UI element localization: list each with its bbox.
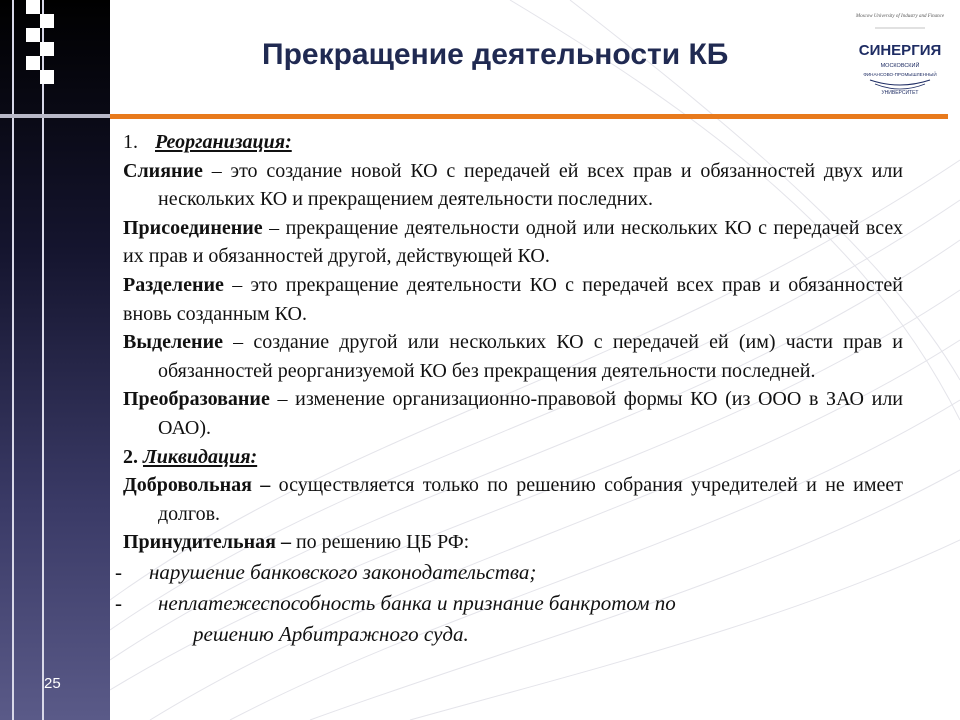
term-accession: Присоединение <box>123 216 263 239</box>
definition-forced <box>123 528 903 557</box>
sidebar-line <box>42 0 44 720</box>
section2-title: Ликвидация: <box>143 445 258 468</box>
bullet-text: нарушение банковского законодательства; <box>149 559 537 584</box>
definition-transformation <box>123 385 903 442</box>
sidebar-square <box>40 14 54 28</box>
sidebar-square <box>40 70 54 84</box>
bullet-text: решению Арбитражного суда. <box>193 621 469 646</box>
text-voluntary: осуществляется только по решению собрания учредителей и не имеет долгов. <box>158 474 903 525</box>
section1-number: 1. <box>123 131 138 153</box>
synergy-logo <box>855 8 945 103</box>
section1-heading <box>123 128 903 157</box>
bullet-dash: - <box>115 559 122 584</box>
term-voluntary: Добровольная – <box>123 474 271 497</box>
logo-line3: УНИВЕРСИТЕТ <box>881 90 919 96</box>
sidebar-square <box>26 56 40 70</box>
text-separation: – создание другой или нескольких КО с передачей ей (им) части прав и обязанностей реорганизуемой КО без прекращения деятельности последней. <box>158 331 903 382</box>
definition-merger <box>123 157 903 214</box>
text-accession: – прекращение деятельности одной или нескольких КО с передачей всех их прав и обязанностей другой, действующей КО. <box>123 216 903 268</box>
logo-line2: ФИНАНСОВО-ПРОМЫШЛЕННЫЙ <box>863 72 937 77</box>
term-separation: Выделение <box>123 331 223 354</box>
page-title: Прекращение деятельности КБ <box>262 38 729 71</box>
bullet-item <box>115 557 903 588</box>
left-sidebar <box>0 0 110 720</box>
sidebar-square <box>26 0 40 14</box>
slide-content <box>115 128 903 650</box>
term-forced: Принудительная – <box>123 531 291 554</box>
logo-brand: СИНЕРГИЯ <box>858 42 942 59</box>
text-forced: по решению ЦБ РФ: <box>290 531 470 554</box>
definition-separation <box>123 328 903 385</box>
section2-heading <box>123 443 903 472</box>
header-rule-orange <box>110 114 948 119</box>
section2-number: 2. <box>123 445 138 468</box>
bullet-continuation <box>115 619 903 650</box>
sidebar-square <box>40 42 54 56</box>
term-merger: Слияние <box>123 159 203 182</box>
term-division: Разделение <box>123 273 224 296</box>
slide-number: 25 <box>44 675 61 692</box>
definition-division <box>123 271 903 328</box>
logo-arc <box>870 80 930 85</box>
term-transformation: Преобразование <box>123 388 270 411</box>
section1-title: Реорганизация: <box>155 131 292 153</box>
definition-accession <box>123 214 903 271</box>
definition-voluntary <box>123 471 903 528</box>
bullet-text: неплатежеспособность банка и признание банкротом по <box>158 590 676 615</box>
bullet-dash: - <box>115 590 122 615</box>
bullet-item <box>115 588 903 619</box>
text-merger: – это создание новой КО с передачей ей всех прав и обязанностей двух или нескольких КО и прекращением деятельности последних. <box>158 159 903 211</box>
logo-script-text: Moscow University of Industry and Finance <box>855 14 945 19</box>
logo-line1: МОСКОВСКИЙ <box>880 63 920 69</box>
sidebar-square <box>26 28 40 42</box>
text-transformation: – изменение организационно-правовой формы КО (из ООО в ЗАО или ОАО). <box>158 388 903 439</box>
header-rule-gray <box>0 114 110 118</box>
sidebar-line <box>12 0 14 720</box>
text-division: – это прекращение деятельности КО с передачей всех прав и обязанностей вновь созданным КО. <box>123 273 903 325</box>
